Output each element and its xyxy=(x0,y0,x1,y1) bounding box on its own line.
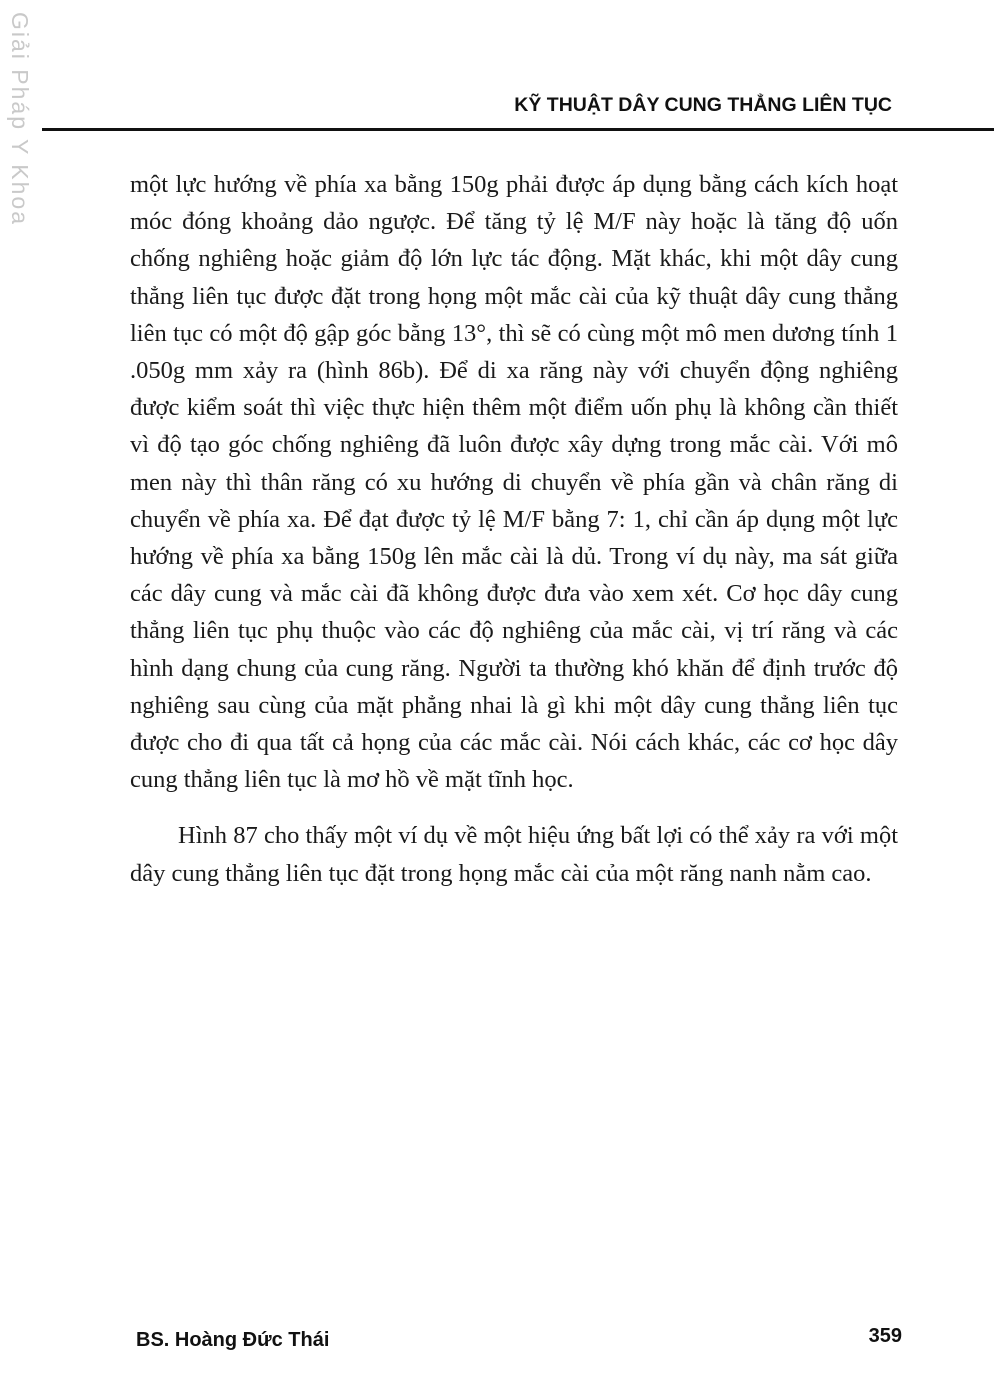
paragraph: một lực hướng về phía xa bằng 150g phải được áp dụng bằng cách kích hoạt móc đóng khoảng dảo ngược. Để tăng tỷ lệ M/F này hoặc là tăng độ uốn chống nghiêng hoặc giảm độ lớn lực tác động. Mặt khác, khi một dây cung thẳng liên tục được đặt trong họng một mắc cài của kỹ thuật dây cung thẳng liên tục có một độ gập góc bằng 13°, thì sẽ có cùng một mô men dương tính 1 .050g mm xảy ra (hình 86b). Để di xa răng này với chuyển động nghiêng được kiểm soát thì việc thực hiện thêm một điểm uốn phụ là không cần thiết vì độ tạo góc chống nghiêng đã luôn được xây dựng trong mắc cài. Với mô men này thì thân răng có xu hướng di chuyển về phía gần và chân răng di chuyển về phía xa. Để đạt được tỷ lệ M/F bằng 7: 1, chỉ cần áp dụng một lực hướng về phía xa bằng 150g lên mắc cài là dủ. Trong ví dụ này, ma sát giữa các dây cung và mắc cài đã không được đưa vào xem xét. Cơ học dây cung thẳng liên tục phụ thuộc vào các độ nghiêng của mắc cài, vị trí răng và các hình dạng chung của cung răng. Người ta thường khó khăn để định trước độ nghiêng sau cùng của mặt phẳng nhai là gì khi một dây cung thẳng liên tục được cho đi qua tất cả họng của các mắc cài. Nói cách khác, các cơ học dây cung thẳng liên tục là mơ hồ về mặt tĩnh học. xyxy=(130,171,898,794)
watermark: Giải Pháp Y Khoa xyxy=(7,12,33,227)
body-text xyxy=(130,166,898,892)
paragraph: Hình 87 cho thấy một ví dụ về một hiệu ứng bất lợi có thể xảy ra với một dây cung thẳng liên tục đặt trong họng mắc cài của một răng nanh nằm cao. xyxy=(130,822,898,887)
page-number: 359 xyxy=(868,1325,902,1347)
header-rule xyxy=(42,128,994,131)
running-header-title: KỸ THUẬT DÂY CUNG THẲNG LIÊN TỤC xyxy=(514,94,892,116)
footer-author: BS. Hoàng Đức Thái xyxy=(136,1329,330,1351)
